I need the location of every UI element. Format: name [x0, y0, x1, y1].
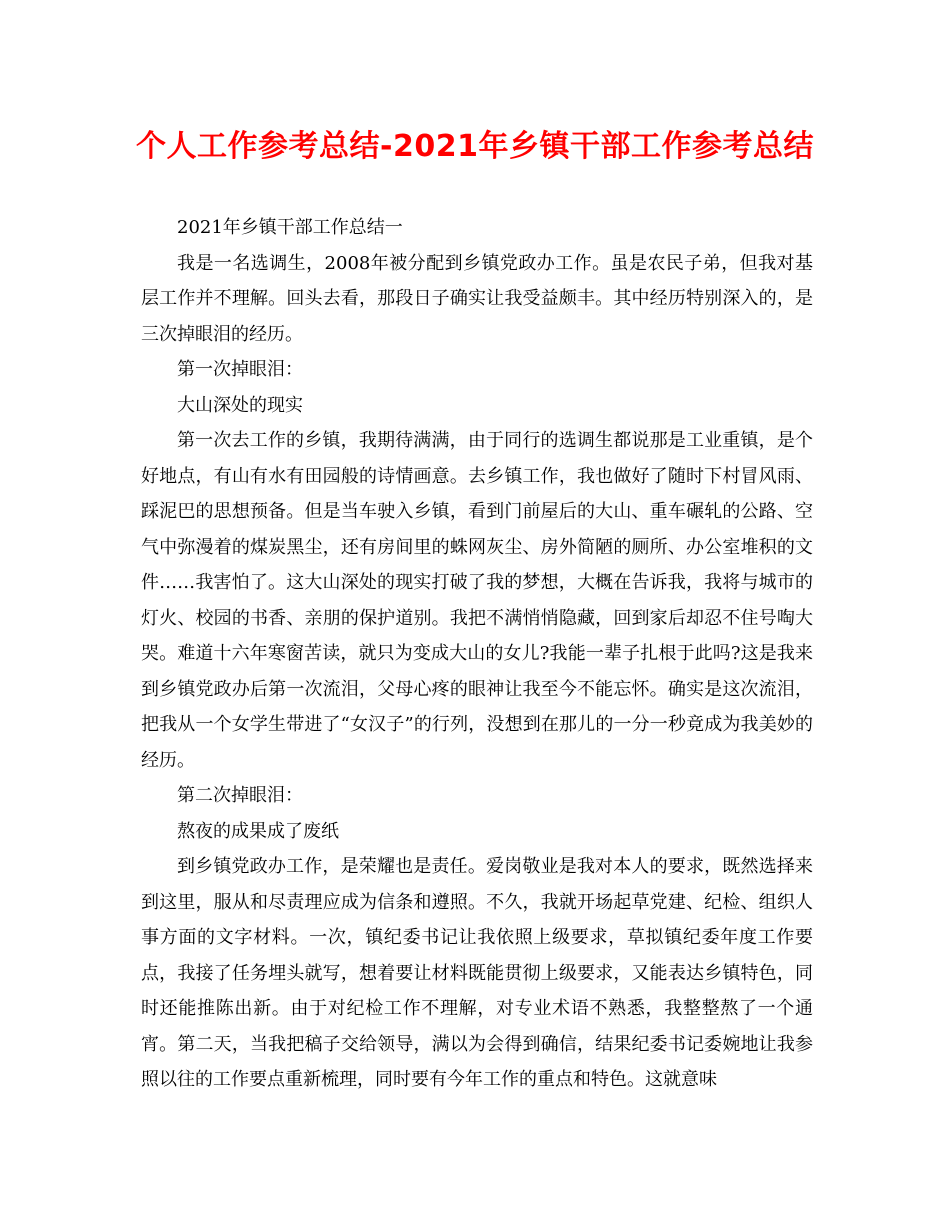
subheading: 第二次掉眼泪：: [177, 785, 303, 806]
paragraph: 第一次去工作的乡镇，我期待满满，由于同行的选调生都说那是工业重镇，是个好地点，有山有水有田园般的诗情画意。去乡镇工作，我也做好了随时下村冒风雨、踩泥巴的思想预备。但是当车驶入乡镇，看到门前屋后的大山、重车碾轧的公路、空气中弥漫着的煤炭黑尘，还有房间里的蛛网灰尘、房外简陋的厕所、办公室堆积的文件……我害怕了。这大山深处的现实打破了我的梦想，大概在告诉我，我将与城市的灯火、校园的书香、亲朋的保护道别。我把不满悄悄隐藏，回到家后却忍不住号啕大哭。难道十六年寒窗苦读，就只为变成大山的女儿?我能一辈子扎根于此吗?这是我来到乡镇党政办后第一次流泪，父母心疼的眼神让我至今不能忘怀。确实是这次流泪，把我从一个女学生带进了“女汉子”的行列，没想到在那儿的一分一秒竟成为我美妙的经历。: [141, 430, 813, 771]
subheading: 大山深处的现实: [177, 394, 303, 416]
paragraph: 我是一名选调生，2008年被分配到乡镇党政办工作。虽是农民子弟，但我对基层工作并不理解。回头去看，那段日子确实让我受益颇丰。其中经历特别深入的，是三次掉眼泪的经历。: [141, 252, 813, 345]
section-heading: 2021年乡镇干部工作总结一: [177, 217, 403, 238]
subheading: 第一次掉眼泪：: [177, 359, 303, 380]
paragraph: 到乡镇党政办工作，是荣耀也是责任。爱岗敬业是我对本人的要求，既然选择来到这里，服从和尽责理应成为信条和遵照。不久，我就开场起草党建、纪检、组织人事方面的文字材料。一次，镇纪委书记让我依照上级要求，草拟镇纪委年度工作要点，我接了任务埋头就写，想着要让材料既能贯彻上级要求，又能表达乡镇特色，同时还能推陈出新。由于对纪检工作不理解，对专业术语不熟悉，我整整熬了一个通宵。第二天，当我把稿子交给领导，满以为会得到确信，结果纪委书记委婉地让我参照以往的工作要点重新梳理，同时要有今年工作的重点和特色。这就意味: [141, 856, 813, 1090]
document-body: [141, 210, 813, 1098]
subheading: 熬夜的成果成了废纸: [177, 820, 339, 842]
document-title: 个人工作参考总结-2021年乡镇干部工作参考总结: [136, 129, 814, 164]
